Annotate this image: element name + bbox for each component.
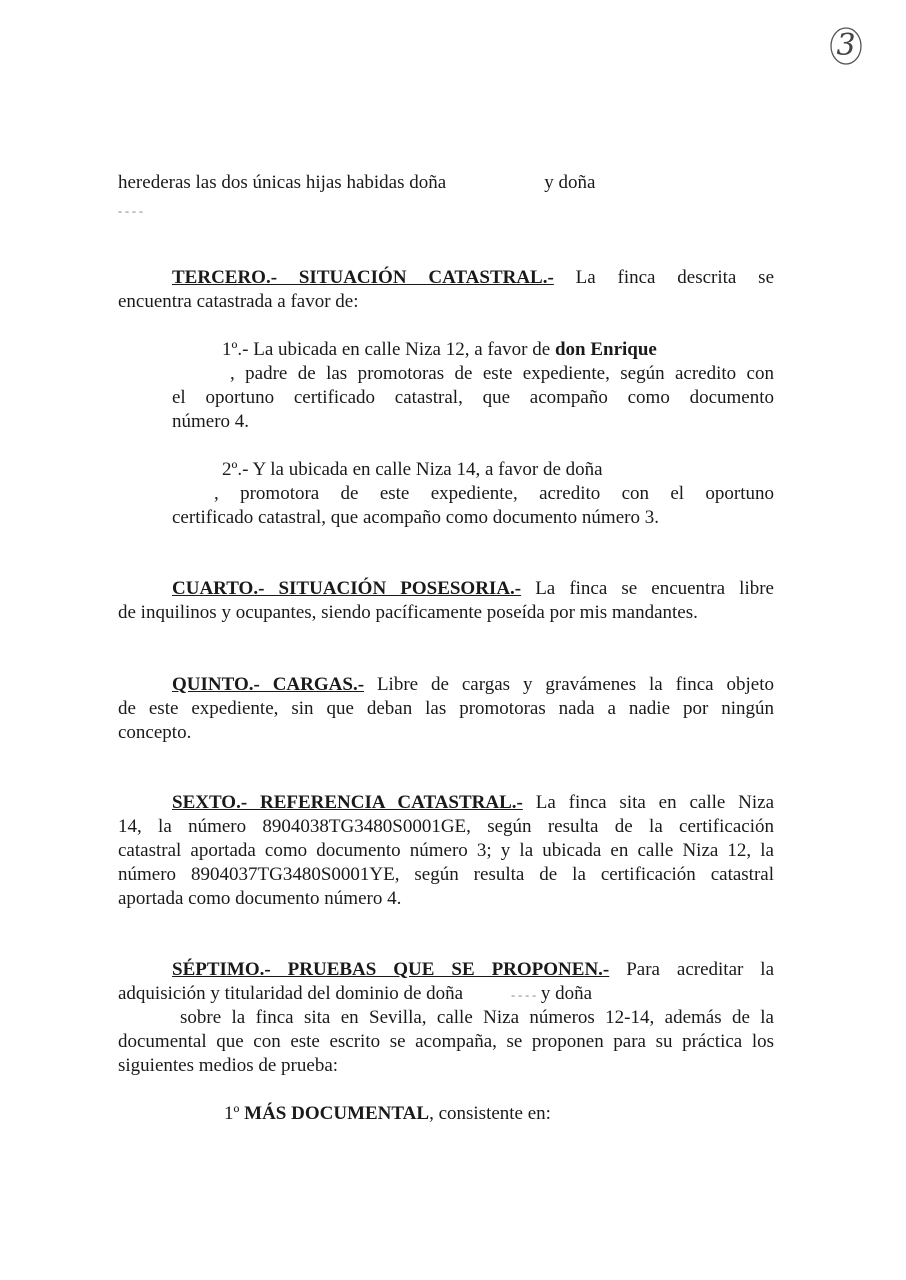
septimo-heading: SÉPTIMO.- PRUEBAS QUE SE PROPONEN.- <box>172 959 610 980</box>
tercero-item1-line-4: número 4. <box>172 411 250 432</box>
sexto-text-1: La finca sita en calle Niza <box>535 792 775 813</box>
sexto-line-1 <box>118 791 774 815</box>
tercero-item2-line-2: , promotora de este expediente, acredito con el oportuno <box>214 483 774 504</box>
sexto-heading: SEXTO.- REFERENCIA CATASTRAL.- <box>172 792 523 813</box>
tercero-heading: TERCERO.- SITUACIÓN CATASTRAL.- <box>172 267 554 288</box>
septimo-text-2b: y doña <box>540 983 593 1004</box>
quinto-text-3: concepto. <box>118 722 192 743</box>
page-number: 3 <box>836 28 856 63</box>
redaction-mark: - - - - <box>118 204 143 218</box>
tercero-item2-line-3: certificado catastral, que acompaño como documento número 3. <box>172 507 659 528</box>
sexto-text-3: catastral aportada como documento número 3; y la ubicada en calle Niza 12, la <box>118 840 774 861</box>
septimo-text-2a: adquisición y titularidad del dominio de doña <box>118 983 464 1004</box>
septimo-text-3: sobre la finca sita en Sevilla, calle Niza números 12-14, además de la <box>180 1007 774 1028</box>
tercero-item1-line-1 <box>222 338 774 362</box>
tercero-line-1 <box>118 266 774 290</box>
septimo-text-1: Para acreditar la <box>626 959 775 980</box>
tercero-item1-owner: don Enrique <box>554 339 657 360</box>
septimo-text-4: documental que con este escrito se acompaña, se proponen para su práctica los <box>118 1031 774 1052</box>
page-number-stamp <box>828 26 864 66</box>
cuarto-text-2: de inquilinos y ocupantes, siendo pacíficamente poseída por mis mandantes. <box>118 602 698 623</box>
quinto-line-1 <box>118 673 774 697</box>
septimo-line-1 <box>118 958 774 982</box>
sexto-text-5: aportada como documento número 4. <box>118 888 402 909</box>
intro-text-a: herederas las dos únicas hijas habidas doña <box>118 172 447 193</box>
tercero-item1-line-2: , padre de las promotoras de este expediente, según acredito con <box>230 363 774 384</box>
septimo-line-2: adquisición y titularidad del dominio de doña - - - - y doña <box>118 983 593 1004</box>
sexto-text-2: 14, la número 8904038TG3480S0001GE, según resulta de la certificación <box>118 816 774 837</box>
septimo-item1-text: , consistente en: <box>429 1103 551 1124</box>
tercero-text-2: encuentra catastrada a favor de: <box>118 291 359 312</box>
cuarto-text-1: La finca se encuentra libre <box>535 578 774 599</box>
intro-line-1 <box>118 171 774 195</box>
quinto-text-2: de este expediente, sin que deban las promotoras nada a nadie por ningún <box>118 698 774 719</box>
septimo-text-5: siguientes medios de prueba: <box>118 1055 339 1076</box>
intro-text-b: y doña <box>544 172 596 193</box>
septimo-item1-number: 1º <box>224 1103 240 1124</box>
sexto-text-4: número 8904037TG3480S0001YE, según resulta de la certificación catastral <box>118 864 774 885</box>
quinto-text-1: Libre de cargas y gravámenes la finca objeto <box>376 674 775 695</box>
septimo-item-1 <box>224 1102 724 1126</box>
quinto-heading: QUINTO.- CARGAS.- <box>172 674 365 695</box>
tercero-item1-line-3: el oportuno certificado catastral, que acompaño como documento <box>172 387 774 408</box>
tercero-text-1: La finca descrita se <box>575 267 775 288</box>
cuarto-heading: CUARTO.- SITUACIÓN POSESORIA.- <box>172 578 522 599</box>
tercero-item2-line-1: 2º.- Y la ubicada en calle Niza 14, a favor de doña <box>222 459 603 480</box>
tercero-item1-text-a: 1º.- La ubicada en calle Niza 12, a favor de <box>222 339 551 360</box>
septimo-item1-title: MÁS DOCUMENTAL <box>244 1103 430 1124</box>
cuarto-line-1 <box>118 577 774 601</box>
